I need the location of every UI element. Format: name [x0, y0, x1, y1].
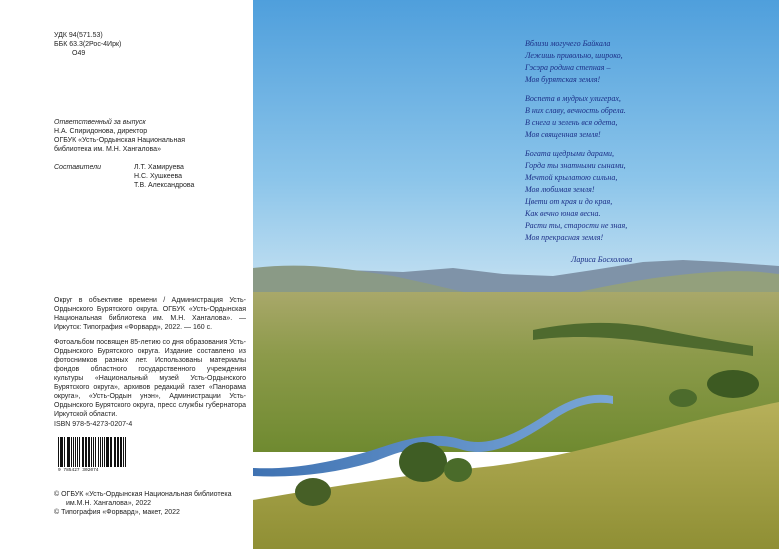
tree-cluster — [669, 389, 697, 407]
tree-cluster — [444, 458, 472, 482]
barcode-bar — [88, 437, 90, 467]
barcode-bar — [82, 437, 83, 467]
compiler-name: Н.С. Хушкеева — [134, 173, 183, 180]
barcode-bar — [86, 437, 87, 467]
udk-code: УДК 94(571.53) — [54, 32, 103, 39]
barcode-bar — [67, 437, 68, 467]
bbk-code: ББК 63.3(2Рос-4Ирк) — [54, 41, 122, 48]
barcode-bar — [117, 437, 118, 467]
barcode-bar — [73, 437, 74, 467]
barcode-bar — [107, 437, 109, 467]
poem-line: Моя любимая земля! — [525, 185, 595, 194]
barcode-bar — [60, 437, 61, 467]
barcode-bar — [100, 437, 101, 467]
barcode-bar — [91, 437, 92, 467]
poem-line: Моя священная земля! — [525, 130, 601, 139]
tree-cluster — [707, 370, 759, 398]
compiler-name: Т.В. Александрова — [134, 182, 195, 189]
barcode-bar — [85, 437, 86, 467]
barcode-bar — [106, 437, 107, 467]
barcode-bar — [61, 437, 62, 467]
compiler-name: Л.Т. Хамируева — [134, 164, 184, 171]
barcode-bar — [93, 437, 94, 467]
responsible-org-line1: ОГБУК «Усть-Ордынская Национальная — [54, 137, 185, 144]
barcode-bar — [125, 437, 126, 467]
poem-line: Богата щедрыми дарами, — [525, 149, 615, 158]
poem-line: Мечтой крылатою сильна, — [525, 173, 618, 182]
sky — [253, 0, 779, 300]
bibliographic-citation: Округ в объективе времени / Администрация Усть-Ордынского Бурятского округа. ОГБУК «Усть-Ордынская Национальная библиотека им. М.Н. Хангалова». — Иркутск: Типография «Форвард», 2022. — 160 с. — [54, 297, 246, 331]
barcode-bar — [115, 437, 116, 467]
responsible-org-line2: библиотека им. М.Н. Хангалова» — [54, 146, 161, 153]
poem-stanza — [525, 148, 675, 244]
author-mark: О49 — [72, 50, 86, 57]
tree-cluster — [295, 478, 331, 506]
barcode-bar — [79, 437, 80, 467]
landscape-photo-page — [253, 0, 779, 549]
imprint-page — [0, 0, 253, 549]
poem-line: В них славу, вечность обрела. — [525, 106, 626, 115]
barcode-bar — [75, 437, 76, 467]
isbn: ISBN 978-5-4273-0207-4 — [54, 421, 133, 428]
barcode-digits: 9 785427 302074 — [58, 468, 99, 473]
poem-author: Лариса Босхолова — [571, 255, 633, 264]
poem-line: Воспета в мудрых улигерах, — [525, 94, 621, 103]
barcode-bar — [121, 437, 122, 467]
barcode-bar — [123, 437, 124, 467]
isbn-barcode — [58, 437, 128, 473]
copyright-line: им.М.Н. Хангалова», 2022 — [66, 500, 152, 507]
barcode-bar — [95, 437, 96, 467]
barcode-bar — [68, 437, 70, 467]
poem-line: Цвети от края и до края, — [525, 197, 613, 206]
poem-line: Моя прекрасная земля! — [525, 233, 604, 242]
barcode-bar — [110, 437, 111, 467]
barcode-bars — [58, 437, 128, 467]
responsible-heading: Ответственный за выпуск — [54, 119, 146, 126]
barcode-bar — [71, 437, 72, 467]
poem-stanza — [525, 93, 675, 141]
album-annotation: Фотоальбом посвящен 85-летию со дня образования Усть-Ордынского Бурятского округа. Издание составлено из фотоснимков разных лет. Использованы материалы фондов областного государственного учреждения культуры «Национальный музей Усть-Ордынского Бурятского округа», архивов редакций газет «Панорама округа», «Усть-Ордын унэн», Администрации Усть-Ордынского Бурятского округа, пресс службы губернатора Иркутской области. — [54, 339, 246, 418]
tree-cluster — [399, 442, 447, 482]
poem — [525, 38, 675, 251]
copyright-line: © Типография «Форвард», макет, 2022 — [54, 509, 180, 516]
barcode-bar — [58, 437, 59, 467]
barcode-bar — [120, 437, 121, 467]
poem-line: В снега и зелень вся одета, — [525, 118, 618, 127]
barcode-bar — [102, 437, 103, 467]
poem-stanza — [525, 38, 675, 86]
barcode-bar — [98, 437, 99, 467]
poem-line: Как вечно юная весна. — [525, 209, 601, 218]
copyright-line: © ОГБУК «Усть-Ордынская Национальная библиотека — [54, 491, 232, 498]
barcode-bar — [77, 437, 78, 467]
barcode-bar — [64, 437, 65, 467]
barcode-bar — [104, 437, 105, 467]
poem-line: Горда ты знатными сынами, — [525, 161, 626, 170]
responsible-name: Н.А. Спиридонова, директор — [54, 128, 148, 135]
poem-line: Вблизи могучего Байкала — [525, 39, 611, 48]
poem-line: Моя бурятская земля! — [525, 75, 601, 84]
barcode-bar — [114, 437, 115, 467]
poem-line: Расти ты, старости не зная, — [525, 221, 628, 230]
landscape-photo — [253, 0, 779, 549]
poem-line: Лежишь привольно, широко, — [525, 51, 623, 60]
compilers-heading: Составители — [54, 164, 101, 171]
poem-line: Гэсэра родина степная – — [525, 63, 611, 72]
